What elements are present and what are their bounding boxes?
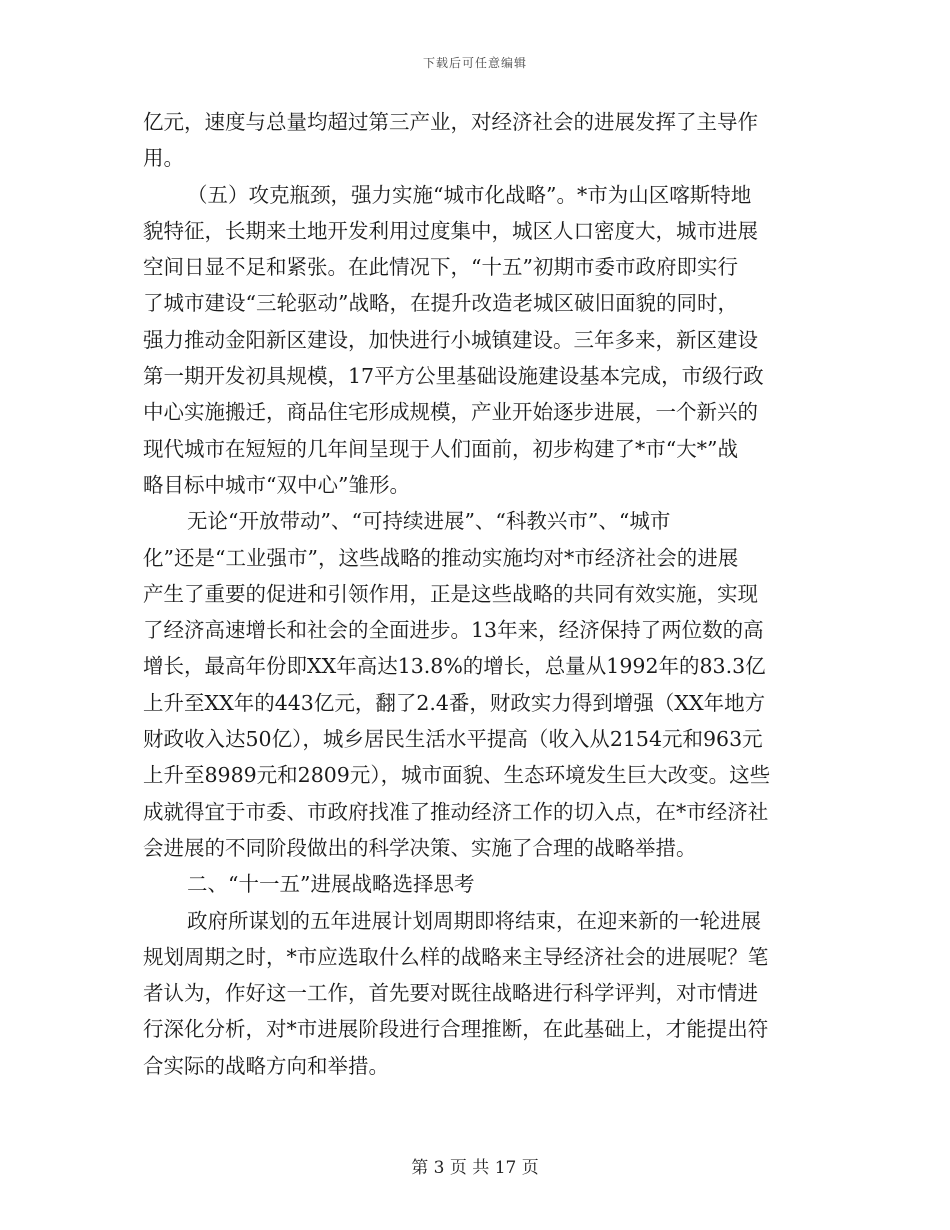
text-line: 者认为，作好这一工作，首先要对既往战略进行科学评判，对市情进 [143,981,758,1006]
text-line: 强力推动金阳新区建设，加快进行小城镇建设。三年多来，新区建设 [143,327,758,352]
text-line: 中心实施搬迁，商品住宅形成规模，产业开始逐步进展，一个新兴的 [143,400,758,425]
text-line: 财政收入达50亿），城乡居民生活水平提高（收入从2154元和963元 [143,727,763,752]
text-line: 上升至8989元和2809元），城市面貌、生态环境发生巨大改变。这些 [143,763,771,788]
text-line: 成就得宜于市委、市政府找准了推动经济工作的切入点，在*市经济社 [143,799,769,824]
text-line: 产生了重要的促进和引领作用，正是这些战略的共同有效实施，实现 [143,581,758,606]
document-body [143,104,813,1084]
section-heading-line: 二、“十一五”进展战略选择思考 [187,872,475,897]
text-line: 行深化分析，对*市进展阶段进行合理推断，在此基础上，才能提出符 [143,1017,769,1042]
text-line: 略目标中城市“双中心”雏形。 [143,472,410,497]
page-header: 下载后可任意编辑 [422,56,527,70]
page-number-footer: 第 3 页 共 17 页 [411,1158,539,1178]
text-line: 现代城市在短短的几年间呈现于人们面前，初步构建了*市“大*”战 [143,436,738,461]
text-line: 了经济高速增长和社会的全面进步。13年来，经济保持了两位数的高 [143,618,764,643]
text-line: 第一期开发初具规模，17平方公里基础设施建设基本完成，市级行政 [143,364,764,389]
text-line: 亿元，速度与总量均超过第三产业，对经济社会的进展发挥了主导作 [143,110,758,134]
text-line: 无论“开放带动”、“可持续进展”、“科教兴市”、“城市 [187,509,671,534]
text-line: 增长，最高年份即XX年高达13.8%的增长，总量从1992年的83.3亿 [143,654,766,679]
text-line: 合实际的战略方向和举措。 [143,1053,389,1078]
text-line: 貌特征，长期来土地开发利用过度集中，城区人口密度大，城市进展 [143,218,758,243]
text-line: 用。 [143,146,184,171]
section-heading-line: （五）攻克瓶颈，强力实施“城市化战略”。*市为山区喀斯特地 [187,182,752,207]
text-line: 会进展的不同阶段做出的科学决策、实施了合理的战略举措。 [143,835,697,860]
text-line: 规划周期之时，*市应选取什么样的战略来主导经济社会的进展呢？笔 [143,944,769,969]
text-line: 了城市建设“三轮驱动”战略，在提升改造老城区破旧面貌的同时， [143,291,738,316]
text-line: 空间日显不足和紧张。在此情况下，“十五”初期市委市政府即实行 [143,255,738,280]
text-line: 化”还是“工业强市”，这些战略的推动实施均对*市经济社会的进展 [143,545,739,570]
text-line: 政府所谋划的五年进展计划周期即将结束，在迎来新的一轮进展 [187,908,761,933]
text-line: 上升至XX年的443亿元，翻了2.4番，财政实力得到增强（XX年地方 [143,690,766,715]
